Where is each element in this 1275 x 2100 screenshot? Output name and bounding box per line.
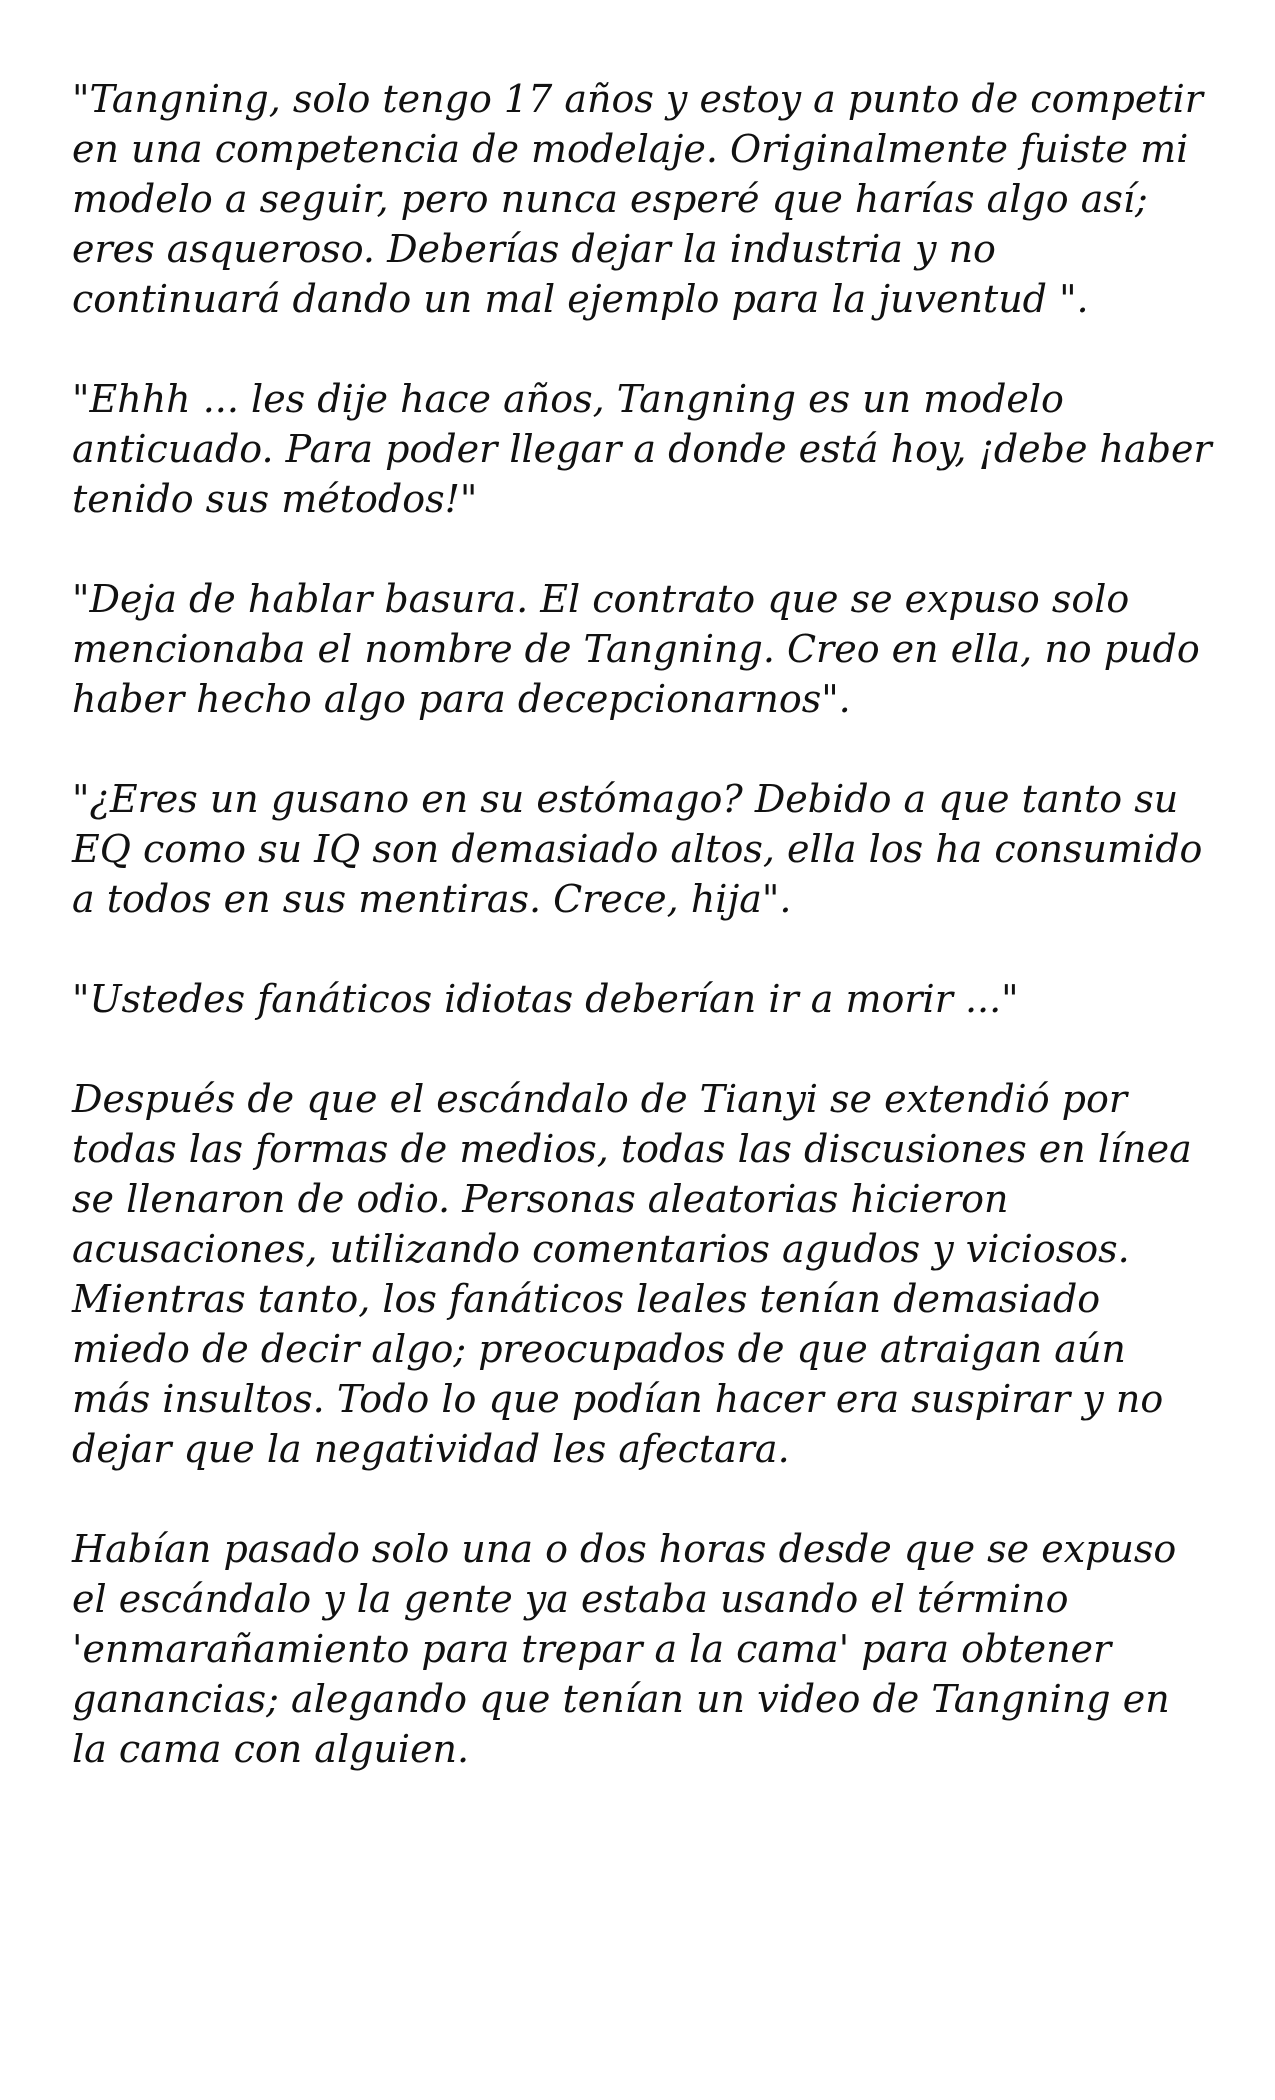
paragraph-narration-1: Después de que el escándalo de Tianyi se extendió por todas las formas de medios, todas las discusiones en línea se llenaron de odio. Personas aleatorias hicieron acusaciones, utilizando comentarios agudos y viciosos. Mientras tanto, los fanáticos leales tenían demasiado miedo de decir algo; preocupados de que atraigan aún más insultos. Todo lo que podían hacer era suspirar y no dejar que la negatividad les afectara. [72, 1077, 1192, 1471]
paragraph-comment-2: "Ehhh ... les dije hace años, Tangning es un modelo anticuado. Para poder llegar a donde está hoy, ¡debe haber tenido sus métodos!" [72, 377, 1212, 521]
paragraph-comment-3: "Deja de hablar basura. El contrato que se expuso solo mencionaba el nombre de Tangning. Creo en ella, no pudo haber hecho algo para decepcionarnos". [72, 577, 1200, 721]
text-column [72, 74, 1212, 1824]
paragraph-comment-1: "Tangning, solo tengo 17 años y estoy a punto de competir en una competencia de modelaje. Originalmente fuiste mi modelo a seguir, pero nunca esperé que harías algo así; eres asqueroso. Deberías dejar la industria y no continuará dando un mal ejemplo para la juventud ". [72, 77, 1203, 321]
paragraph-comment-4: "¿Eres un gusano en su estómago? Debido a que tanto su EQ como su IQ son demasiado altos, ella los ha consumido a todos en sus mentiras. Crece, hija". [72, 777, 1203, 921]
paragraph-comment-5: "Ustedes fanáticos idiotas deberían ir a morir ..." [72, 977, 1019, 1021]
paragraph-narration-2: Habían pasado solo una o dos horas desde que se expuso el escándalo y la gente ya estaba usando el término 'enmarañamiento para trepar a la cama' para obtener ganancias; alegando que tenían un video de Tangning en la cama con alguien. [72, 1527, 1177, 1771]
